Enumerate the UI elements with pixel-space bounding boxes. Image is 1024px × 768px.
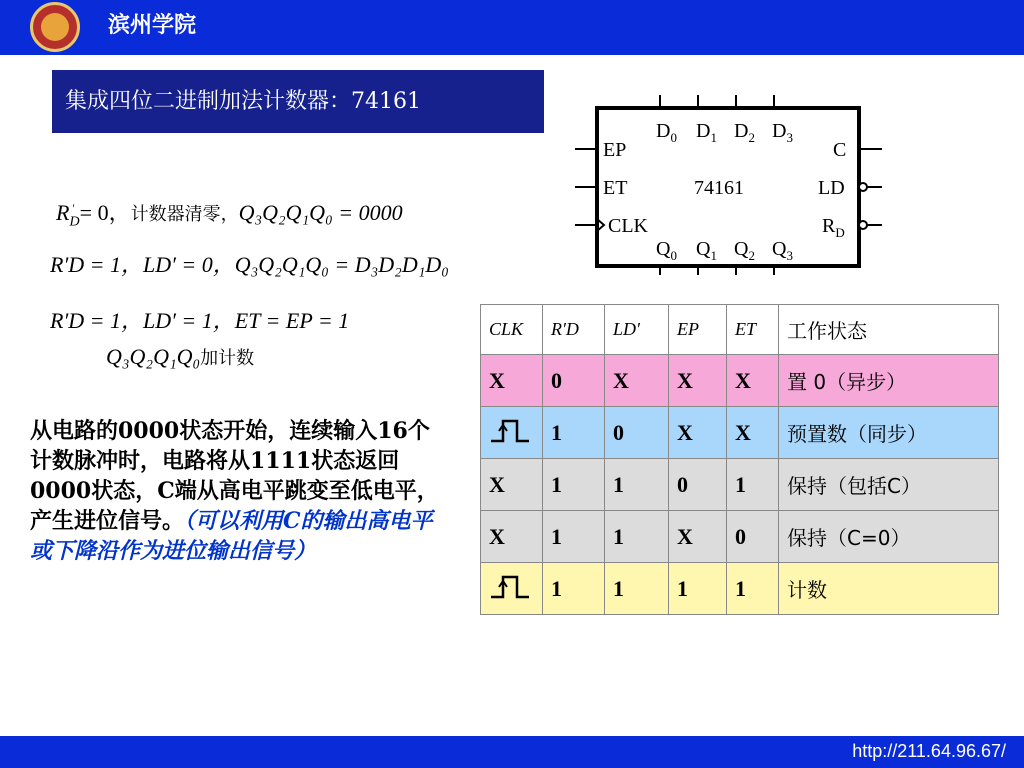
header-state: 工作状态 xyxy=(779,305,999,355)
pin-c-label: C xyxy=(833,139,847,161)
table-row: X 1 1 0 1 保持（包括C） xyxy=(481,459,999,511)
pin-d2-label: $D_2$ xyxy=(734,120,755,145)
table-row: 1 1 1 1 计数 xyxy=(481,563,999,615)
table-row: X 0 X X X 置 0（异步） xyxy=(481,355,999,407)
pulse-icon xyxy=(481,407,543,459)
slide-title: 集成四位二进制加法计数器：74161 xyxy=(52,70,544,133)
equation-4: Q₃Q₂Q₁Q₀加计数 xyxy=(106,344,255,369)
pin-rd-label: $R_D$ xyxy=(822,215,845,240)
pin-q2-label: $Q_2$ xyxy=(734,238,755,263)
equation-1: $R_D' = 0$，计数器清零，Q₃Q₂Q₁Q₀ = 0000 xyxy=(56,200,403,230)
pin-d0-label: $D_0$ xyxy=(656,120,677,145)
chip-74161-diagram xyxy=(560,90,890,275)
table-row: X 1 1 X 0 保持（C=0） xyxy=(481,511,999,563)
pin-ep-label: EP xyxy=(603,139,627,161)
pin-d1-label: $D_1$ xyxy=(696,120,717,145)
header-rd: R′D xyxy=(543,305,605,355)
header-et: ET xyxy=(727,305,779,355)
pulse-icon xyxy=(481,563,543,615)
header-ld: LD′ xyxy=(605,305,669,355)
function-table xyxy=(480,304,999,615)
equation-2: R′D = 1，LD′ = 0，Q₃Q₂Q₁Q₀ = D₃D₂D₁D₀ xyxy=(50,252,449,277)
footer-url[interactable]: http://211.64.96.67/ xyxy=(852,741,1006,761)
description-text: 从电路的0000状态开始，连续输入16个计数脉冲时，电路将从1111状态返回0000状态，C端从高电平跳变至低电平，产生进位信号。（可以利用C的输出高电平或下降沿作为进位输出信号） xyxy=(30,418,439,564)
table-row: 1 0 X X 预置数（同步） xyxy=(481,407,999,459)
equation-3: R′D = 1，LD′ = 1，ET = EP = 1 xyxy=(50,308,350,333)
header-bar xyxy=(0,0,1024,55)
header-ep: EP xyxy=(669,305,727,355)
school-logo-icon xyxy=(30,2,80,52)
pin-q3-label: $Q_3$ xyxy=(772,238,793,263)
school-name: 滨州学院 xyxy=(108,13,197,38)
pin-ld-label: LD xyxy=(818,177,845,199)
pin-q1-label: $Q_1$ xyxy=(696,238,717,263)
footer-bar xyxy=(0,736,1024,768)
chip-name: 74161 xyxy=(694,177,744,199)
pin-q0-label: $Q_0$ xyxy=(656,238,677,263)
pin-et-label: ET xyxy=(603,177,628,199)
header-clk: CLK xyxy=(481,305,543,355)
description-note: （可以利用C的输出高电平或下降沿作为进位输出信号） xyxy=(30,508,433,564)
pin-clk-label: CLK xyxy=(608,215,648,237)
pin-d3-label: $D_3$ xyxy=(772,120,793,145)
